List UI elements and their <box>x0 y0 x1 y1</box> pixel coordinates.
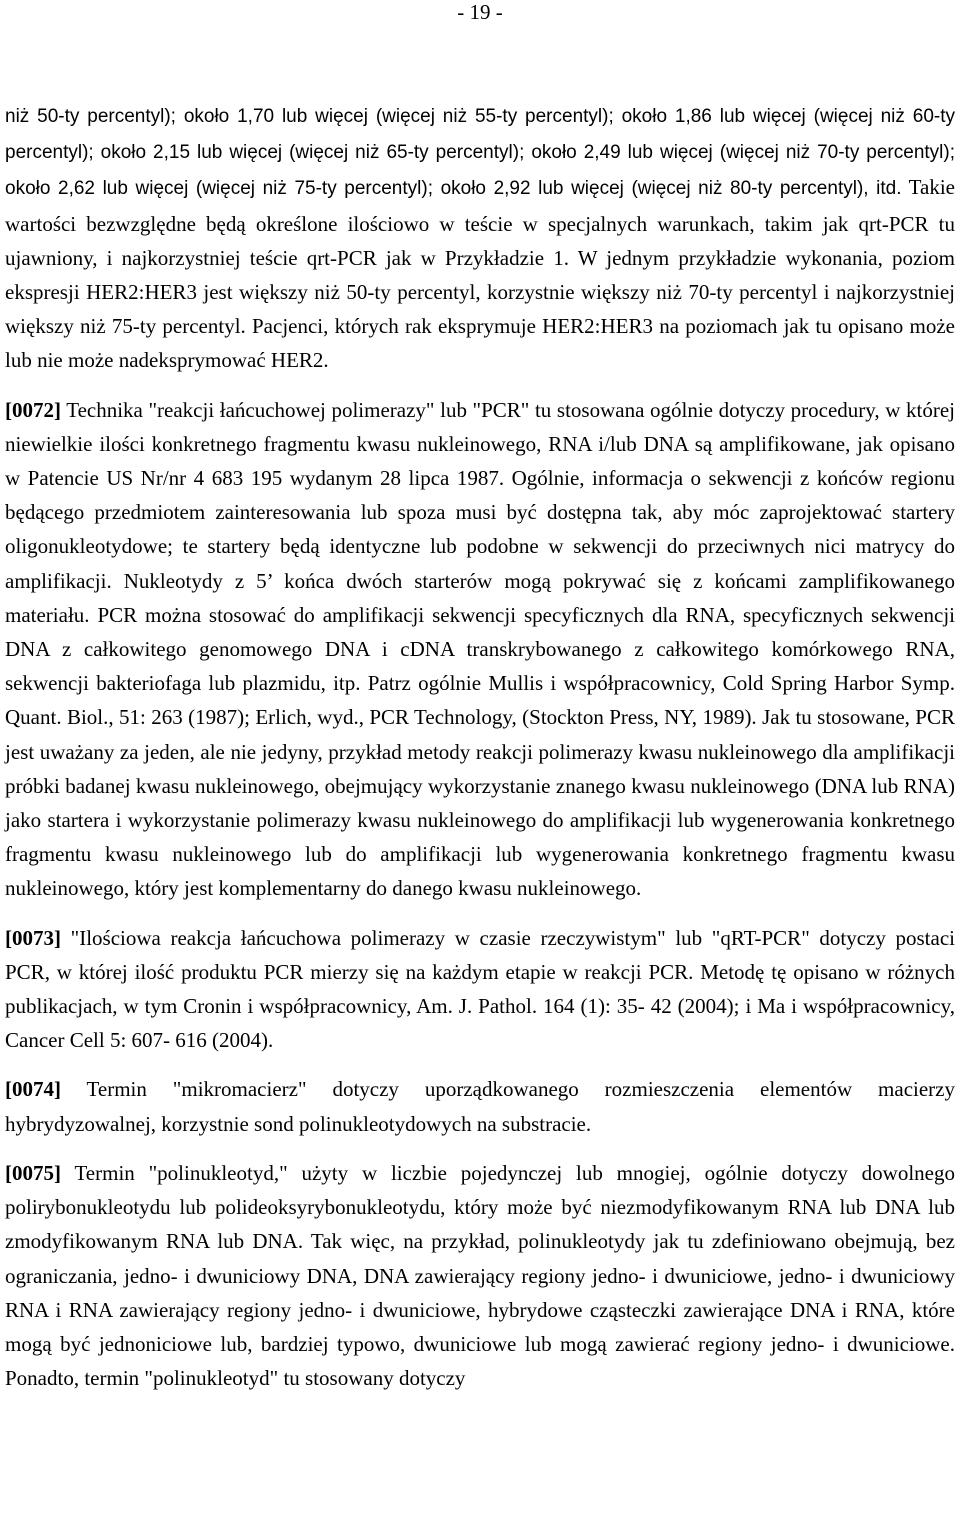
paragraph-0072-number: [0072] <box>5 397 61 422</box>
paragraph-0075-number: [0075] <box>5 1160 61 1185</box>
page-number: - 19 - <box>457 0 503 24</box>
paragraph-0073 <box>5 921 955 1058</box>
paragraph-0074 <box>5 1072 955 1140</box>
paragraph-0072-text: Technika "reakcji łańcuchowej polimerazy" lub "PCR" tu stosowana ogólnie dotyczy procedury, w której niewielkie ilości konkretnego fragmentu kwasu nukleinowego, RNA i/lub DNA są amplifikowane, jak opisano w Patencie US Nr/nr 4 683 195 wydanym 28 lipca 1987. Ogólnie, informacja o sekwencji z końców regionu będącego przedmiotem zainteresowania lub spoza musi być dostępna tak, aby móc zaprojektować startery oligonukleotydowe; te startery będą identyczne lub podobne w sekwencji do przeciwnych nici matrycy do amplifikacji. Nukleotydy z 5’ końca dwóch starterów mogą pokrywać się z końcami zamplifikowanego materiału. PCR można stosować do amplifikacji sekwencji specyficznych dla RNA, specyficznych sekwencji DNA z całkowitego genomowego DNA i cDNA transkrybowanego z całkowitego komórkowego RNA, sekwencji bakteriofaga lub plazmidu, itp. Patrz ogólnie Mullis i współpracownicy, Cold Spring Harbor Symp. Quant. Biol., 51: 263 (1987); Erlich, wyd., PCR Technology, (Stockton Press, NY, 1989). Jak tu stosowane, PCR jest uważany za jeden, ale nie jedyny, przykład metody reakcji polimerazy kwasu nukleinowego dla amplifikacji próbki badanej kwasu nukleinowego, obejmujący wykorzystanie znanego kwasu nukleinowego (DNA lub RNA) jako startera i wykorzystanie polimerazy kwasu nukleinowego do amplifikacji lub wygenerowania konkretnego fragmentu kwasu nukleinowego lub do amplifikacji lub wygenerowania konkretnego fragmentu kwasu nukleinowego, który jest komplementarny do danego kwasu nukleinowego. <box>5 397 955 901</box>
document-body <box>5 98 955 1395</box>
paragraph-0073-number: [0073] <box>5 925 61 950</box>
paragraph-0072 <box>5 393 955 906</box>
paragraph-percentile-sans-text: niż 50-ty percentyl); około 1,70 lub więcej (więcej niż 55-ty percentyl); około 1,86 lub więcej (więcej niż 60-ty percentyl); około 2,15 lub więcej (więcej niż 65-ty percentyl); około 2,49 lub więcej (więcej niż 70-ty percentyl); około 2,62 lub więcej (więcej niż 75-ty percentyl); około 2,92 lub więcej (więcej niż 80-ty percentyl), itd. <box>5 106 955 200</box>
paragraph-0075-text: Termin "polinukleotyd," użyty w liczbie pojedynczej lub mnogiej, ogólnie dotyczy dowolnego polirybonukleotydu lub polideoksyrybonukleotydu, który może być niezmodyfikowanym RNA lub DNA lub zmodyfikowanym RNA lub DNA. Tak więc, na przykład, polinukleotydy jak tu zdefiniowano obejmują, bez ograniczania, jedno- i dwuniciowy DNA, DNA zawierający regiony jedno- i dwuniciowe, jedno- i dwuniciowy RNA i RNA zawierający regiony jedno- i dwuniciowe, hybrydowe cząsteczki zawierające DNA i RNA, które mogą być jednoniciowe lub, bardziej typowo, dwuniciowe lub mogą zawierać regiony jedno- i dwuniciowe. Ponadto, termin "polinukleotyd" tu stosowany dotyczy <box>5 1160 955 1391</box>
paragraph-0073-text: "Ilościowa reakcja łańcuchowa polimerazy w czasie rzeczywistym" lub "qRT-PCR" dotyczy postaci PCR, w której ilość produktu PCR mierzy się na każdym etapie w reakcji PCR. Metodę tę opisano w różnych publikacjach, w tym Cronin i współpracownicy, Am. J. Pathol. 164 (1): 35- 42 (2004); i Ma i współpracownicy, Cancer Cell 5: 607- 616 (2004). <box>5 925 955 1053</box>
paragraph-percentile-serif-text: Takie wartości bezwzględne będą określone ilościowo w teście w specjalnych warunkach, takim jak qrt-PCR tu ujawniony, i najkorzystniej teście qrt-PCR jak w Przykładzie 1. W jednym przykładzie wykonania, poziom ekspresji HER2:HER3 jest większy niż 50-ty percentyl, korzystnie większy niż 70-ty percentyl i najkorzystniej większy niż 75-ty percentyl. Pacjenci, których rak eksprymuje HER2:HER3 na poziomach jak tu opisano może lub nie może nadeksprymować HER2. <box>5 175 955 373</box>
paragraph-percentile <box>5 98 955 378</box>
paragraph-0074-number: [0074] <box>5 1077 61 1102</box>
paragraph-0075 <box>5 1156 955 1395</box>
paragraph-0074-text: Termin "mikromacierz" dotyczy uporządkowanego rozmieszczenia elementów macierzy hybrydyzowalnej, korzystnie sond polinukleotydowych na substracie. <box>5 1077 955 1136</box>
